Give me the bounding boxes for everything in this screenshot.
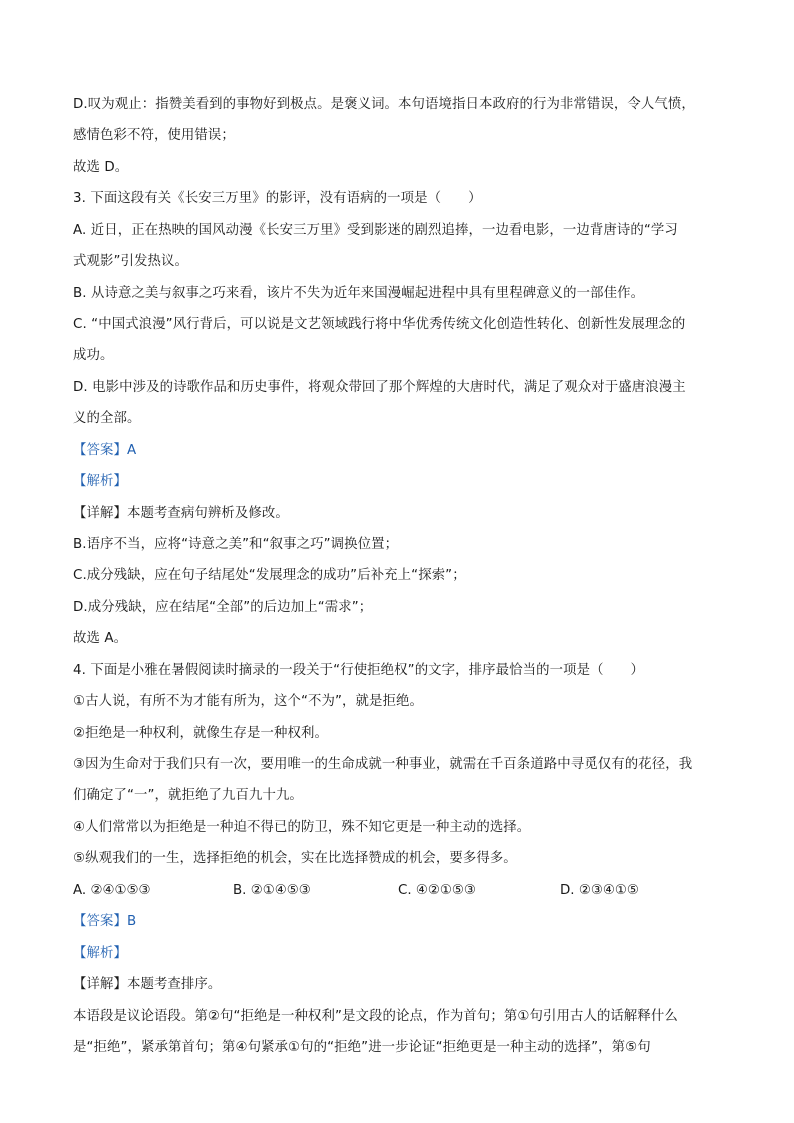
text-line: D.成分残缺，应在结尾“全部”的后边加上“需求”； [73, 600, 373, 615]
text-line: C.成分残缺，应在句子结尾处“发展理念的成功”后补充上“探索”； [73, 568, 466, 583]
text-line: 们确定了“一”，就拒绝了九百九十九。 [73, 788, 303, 803]
analysis-label: 【解析】 [73, 474, 127, 489]
text-line: 故选 A。 [73, 631, 128, 646]
answer-label: 【答案】B [73, 914, 137, 929]
option-c: C. ④②①⑤③ [398, 883, 476, 898]
option-a: A. ②④①⑤③ [73, 883, 151, 898]
text-line: 是“拒绝”，紧承第首句；第④句紧承①句的“拒绝”进一步论证“拒绝更是一种主动的选择”，第⑤句 [73, 1040, 651, 1055]
text-line: ②拒绝是一种权利，就像生存是一种权利。 [73, 726, 328, 741]
text-line: D.叹为观止：指赞美看到的事物好到极点。是褒义词。本句语境指日本政府的行为非常错误，令人气愤， [73, 97, 695, 112]
text-line: ③因为生命对于我们只有一次，要用唯一的生命成就一种事业，就需在千百条道路中寻觅仅有的花径，我 [73, 757, 693, 772]
option-line: 式观影”引发热议。 [73, 254, 188, 269]
detail-line: 【详解】本题考查排序。 [73, 977, 222, 992]
text-line: ①古人说，有所不为才能有所为，这个“不为”，就是拒绝。 [73, 694, 423, 709]
text-line: 故选 D。 [73, 160, 129, 175]
question-3-stem: 3. 下面这段有关《长安三万里》的影评，没有语病的一项是（ ） [73, 191, 482, 206]
option-line: 义的全部。 [73, 411, 141, 426]
option-line: D. 电影中涉及的诗歌作品和历史事件，将观众带回了那个辉煌的大唐时代，满足了观众对于盛唐浪漫主 [73, 380, 686, 395]
text-line: B.语序不当，应将“诗意之美”和“叙事之巧”调换位置； [73, 537, 399, 552]
detail-line: 【详解】本题考查病句辨析及修改。 [73, 506, 289, 521]
text-line: ④人们常常以为拒绝是一种迫不得已的防卫，殊不知它更是一种主动的选择。 [73, 820, 531, 835]
option-line: 成功。 [73, 348, 114, 363]
text-line: ⑤纵观我们的一生，选择拒绝的机会，实在比选择赞成的机会，要多得多。 [73, 851, 517, 866]
option-d: D. ②③④①⑤ [560, 883, 639, 898]
text-line: 感情色彩不符，使用错误； [73, 128, 235, 143]
option-line: A. 近日，正在热映的国风动漫《长安三万里》受到影迷的剧烈追捧，一边看电影，一边背唐诗的“学习 [73, 223, 678, 238]
option-line: B. 从诗意之美与叙事之巧来看，该片不失为近年来国漫崛起进程中具有里程碑意义的一部佳作。 [73, 286, 645, 301]
answer-label: 【答案】A [73, 443, 137, 458]
text-line: 本语段是议论语段。第②句“拒绝是一种权利”是文段的论点，作为首句；第①句引用古人的话解释什么 [73, 1009, 678, 1024]
question-4-stem: 4. 下面是小雅在暑假阅读时摘录的一段关于“行使拒绝权”的文字，排序最恰当的一项是（ ） [73, 663, 645, 678]
option-line: C. “中国式浪漫”风行背后，可以说是文艺领域践行将中华优秀传统文化创造性转化、创新性发展理念的 [73, 317, 686, 332]
option-b: B. ②①④⑤③ [233, 883, 311, 898]
analysis-label: 【解析】 [73, 946, 127, 961]
